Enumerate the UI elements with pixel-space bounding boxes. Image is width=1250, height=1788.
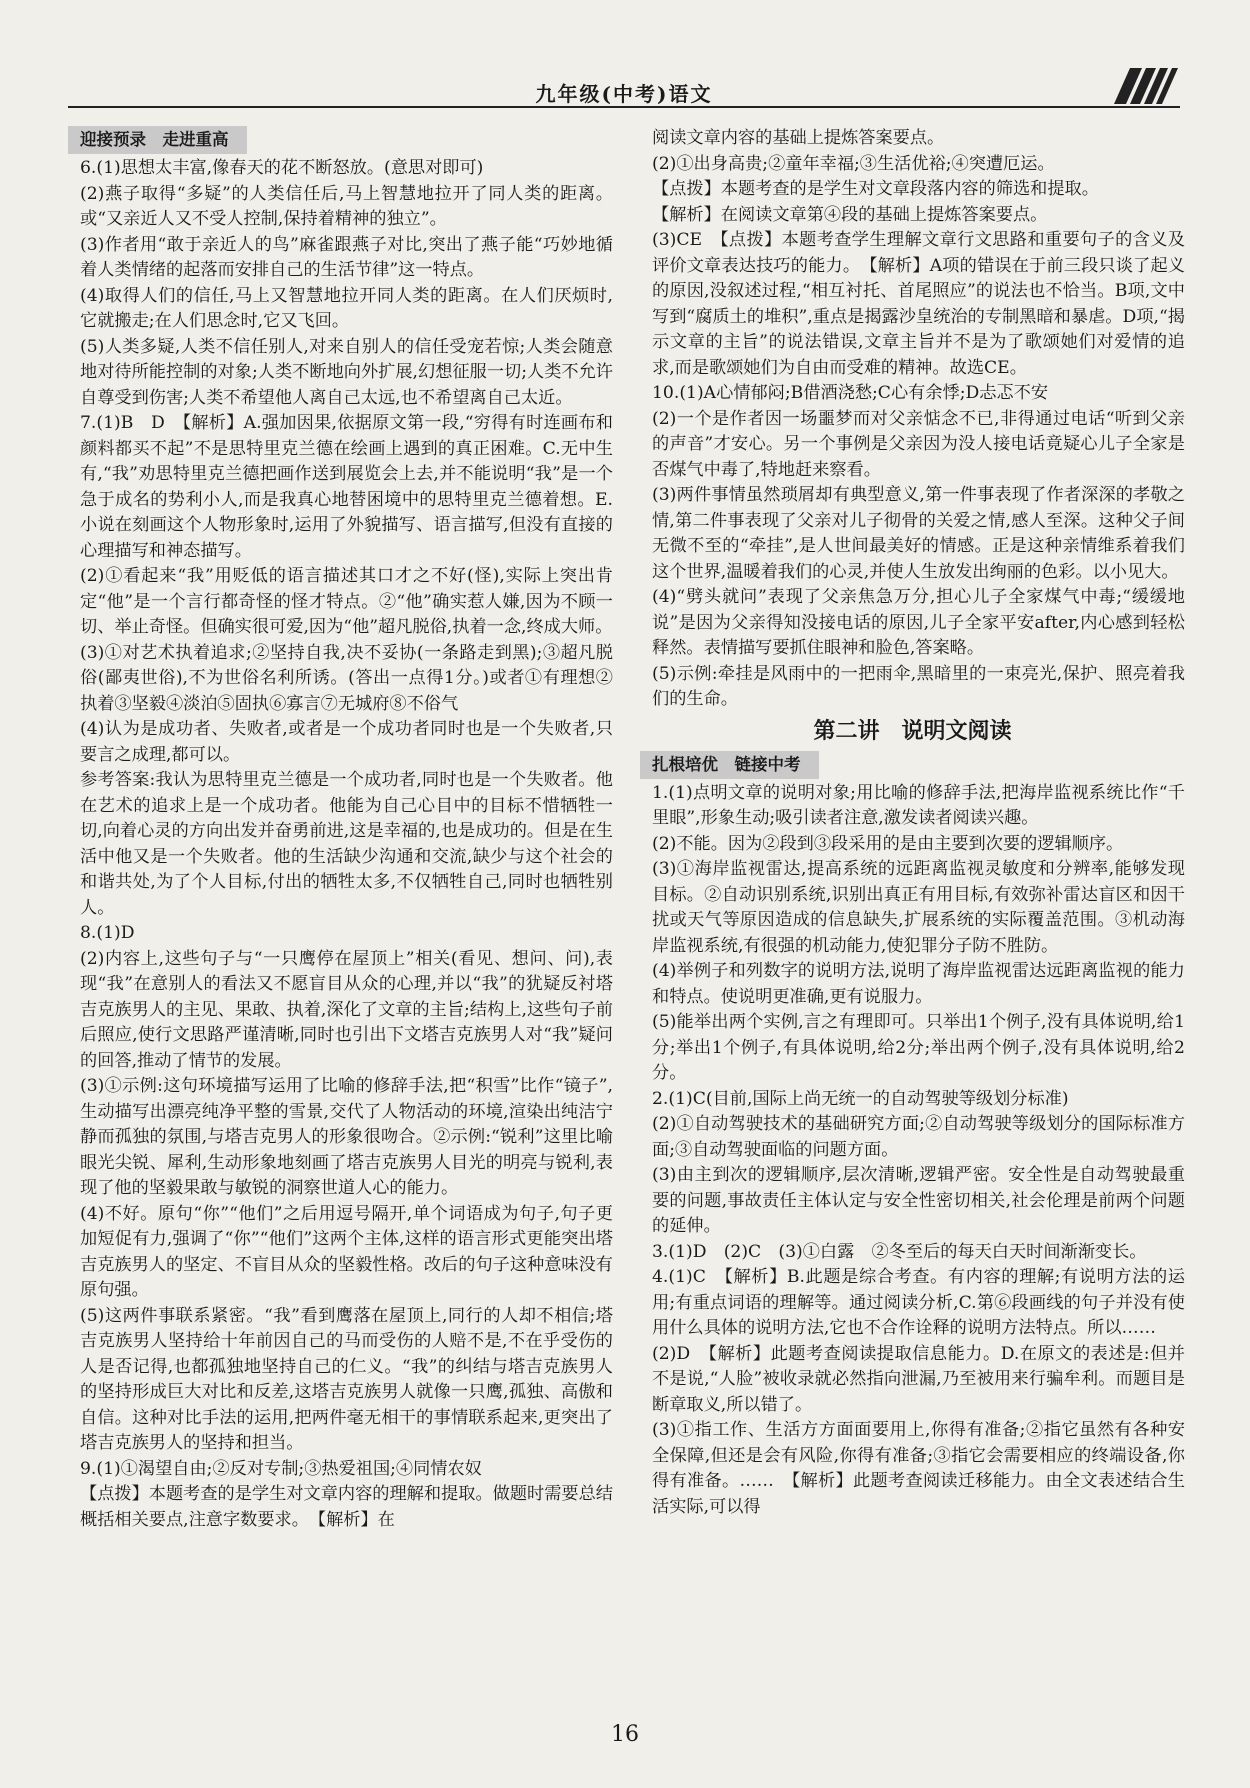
section-heading: 扎根培优 链接中考: [640, 751, 819, 779]
answer-paragraph: (4)举例子和列数字的说明方法,说明了海岸监视雷达远距离监视的能力和特点。使说明更准确,更有说服力。: [652, 961, 1185, 1007]
answer-paragraph: 参考答案:我认为思特里克兰德是一个成功者,同时也是一个失败者。他在艺术的追求上是一个成功者。他能为自己心目中的目标不惜牺牲一切,向着心灵的方向出发并奋勇前进,这是幸福的,也是成功的。但是在生活中他又是一个失败者。他的生活缺少沟通和交流,缺少与这个社会的和谐共处,为了个人目标,付出的牺牲太多,不仅牺牲自己,同时也牺牲别人。: [80, 770, 613, 918]
page-number: 16: [611, 1722, 639, 1747]
answer-paragraph: 9.(1)①渴望自由;②反对专制;③热爱祖国;④同情农奴: [80, 1458, 482, 1479]
answer-paragraph: (2)燕子取得“多疑”的人类信任后,马上智慧地拉开了同人类的距离。或“又亲近人又不受人控制,保持着精神的独立”。: [80, 183, 613, 229]
answer-paragraph: (5)示例:牵挂是风雨中的一把雨伞,黑暗里的一束亮光,保护、照亮着我们的生命。: [652, 663, 1185, 709]
answer-paragraph: 【解析】在阅读文章第④段的基础上提炼答案要点。: [652, 204, 1048, 225]
answer-paragraph: 【点拨】本题考查的是学生对文章内容的理解和提取。做题时需要总结概括相关要点,注意字数要求。 【解析】在: [80, 1484, 613, 1530]
answer-paragraph: (5)能举出两个实例,言之有理即可。只举出1个例子,没有具体说明,给1分;举出1个例子,有具体说明,给2分;举出两个例子,没有具体说明,给2分。: [652, 1012, 1185, 1083]
answer-paragraph: (2)①出身高贵;②童年幸福;③生活优裕;④突遭厄运。: [652, 153, 1055, 174]
section-heading: 迎接预录 走进重高: [68, 126, 247, 154]
header-stripes-icon: [1104, 68, 1180, 104]
answer-paragraph: 阅读文章内容的基础上提炼答案要点。: [652, 128, 945, 148]
answer-paragraph: 1.(1)点明文章的说明对象;用比喻的修辞手法,把海岸监视系统比作“千里眼”,形象生动;吸引读者注意,激发读者阅读兴趣。: [652, 782, 1185, 828]
header-title: 九年级(中考)语文: [535, 82, 713, 106]
answer-paragraph: (2)一个是作者因一场噩梦而对父亲惦念不已,非得通过电话“听到父亲的声音”才安心。另一个事例是父亲因为没人接电话竟疑心儿子全家是否煤气中毒了,特地赶来察看。: [652, 408, 1185, 480]
answer-paragraph: 8.(1)D: [80, 923, 135, 943]
answer-paragraph: (4)不好。原句“你”“他们”之后用逗号隔开,单个词语成为句子,句子更加短促有力,强调了“你”“他们”这两个主体,这样的语言形式更能突出塔吉克族男人的坚定、不盲目从众的坚毅性格。改后的句子这种意味没有原句强。: [80, 1203, 613, 1300]
answer-paragraph: 3.(1)D (2)C (3)①白露 ②冬至后的每天白天时间渐渐变长。: [652, 1241, 1147, 1262]
answer-paragraph: (3)①对艺术执着追求;②坚持自我,决不妥协(一条路走到黑);③超凡脱俗(鄙夷世俗),不为世俗名利所诱。(答出一点得1分。)或者①有理想②执着③坚毅④淡泊⑤固执⑥寡言⑦无城府⑧不俗气: [80, 642, 613, 714]
answer-paragraph: (3)①海岸监视雷达,提高系统的远距离监视灵敏度和分辨率,能够发现目标。②自动识别系统,识别出真正有用目标,有效弥补雷达盲区和因干扰或天气等原因造成的信息缺失,扩展系统的实际覆盖范围。③机动海岸监视系统,有很强的机动能力,使犯罪分子防不胜防。: [652, 859, 1185, 956]
answer-paragraph: (5)人类多疑,人类不信任别人,对来自别人的信任受宠若惊;人类会随意地对待所能控制的对象;人类不断地向外扩展,幻想征服一切;人类不允许自尊受到伤害;人类不希望他人离自己太远,也不希望离自己太近。: [80, 336, 613, 408]
answer-paragraph: (3)由主到次的逻辑顺序,层次清晰,逻辑严密。安全性是自动驾驶最重要的问题,事故责任主体认定与安全性密切相关,社会伦理是前两个问题的延伸。: [652, 1165, 1185, 1236]
answer-paragraph: (3)两件事情虽然琐屑却有典型意义,第一件事表现了作者深深的孝敬之情,第二件事表现了父亲对儿子彻骨的关爱之情,感人至深。这种父子间无微不至的“牵挂”,是人世间最美好的情感。正是这种亲情维系着我们这个世界,温暖着我们的心灵,并使人生放发出绚丽的色彩。以小见大。: [652, 485, 1185, 582]
answer-paragraph: (5)这两件事联系紧密。“我”看到鹰落在屋顶上,同行的人却不相信;塔吉克族男人坚持给十年前因自己的马而受伤的人赔不是,不在乎受伤的人是否记得,也都孤独地坚持自己的仁义。“我”的纠结与塔吉克族男人的坚持形成巨大对比和反差,这塔吉克族男人就像一只鹰,孤独、高傲和自信。这种对比手法的运用,把两件毫无相干的事情联系起来,更突出了塔吉克族男人的坚持和担当。: [80, 1305, 613, 1453]
lecture-title: 第二讲 说明文阅读: [813, 718, 1012, 744]
answer-paragraph: 10.(1)A心情郁闷;B借酒浇愁;C心有余悸;D忐忑不安: [652, 383, 1049, 403]
answer-paragraph: (2)不能。因为②段到③段采用的是由主要到次要的逻辑顺序。: [652, 833, 1124, 854]
answer-paragraph: (3)作者用“敢于亲近人的鸟”麻雀跟燕子对比,突出了燕子能“巧妙地循着人类情绪的起落而安排自己的生活节律”这一特点。: [80, 234, 613, 280]
page-header: [68, 62, 1180, 108]
answer-paragraph: (3)①指工作、生活方方面面要用上,你得有准备;②指它虽然有各种安全保障,但还是会有风险,你得有准备;③指它会需要相应的终端设备,你得有准备。…… 【解析】此题考查阅读迁移能力。由全文表述结合生活实际,可以得: [652, 1420, 1185, 1517]
answer-paragraph: (2)①看起来“我”用贬低的语言描述其口才之不好(怪),实际上突出肯定“他”是一个言行都奇怪的怪才特点。②“他”确实惹人嫌,因为不顾一切、举止奇怪。但确实很可爱,因为“他”超凡脱俗,执着一念,终成大师。: [80, 566, 613, 637]
answer-paragraph: (4)认为是成功者、失败者,或者是一个成功者同时也是一个失败者,只要言之成理,都可以。: [80, 719, 613, 765]
answer-paragraph: 2.(1)C(目前,国际上尚无统一的自动驾驶等级划分标准): [652, 1088, 1069, 1109]
answer-paragraph: 6.(1)思想太丰富,像春天的花不断怒放。(意思对即可): [80, 158, 484, 178]
answer-paragraph: (4)取得人们的信任,马上又智慧地拉开同人类的距离。在人们厌烦时,它就搬走;在人们思念时,它又飞回。: [80, 285, 613, 331]
answer-paragraph: (4)“劈头就问”表现了父亲焦急万分,担心儿子全家煤气中毒;“缓缓地说”是因为父亲得知没接电话的原因,儿子全家平安after,内心感到轻松释然。表情描写要抓住眼神和脸色,答案略。: [652, 587, 1185, 658]
answer-paragraph: (3)①示例:这句环境描写运用了比喻的修辞手法,把“积雪”比作“镜子”,生动描写出漂亮纯净平整的雪景,交代了人物活动的环境,渲染出纯洁宁静而孤独的氛围,与塔吉克男人的形象很吻合。②示例:“锐利”这里比喻眼光尖锐、犀利,生动形象地刻画了塔吉克族男人目光的明亮与锐利,表现了他的坚毅果敢与敏锐的洞察世道人心的能力。: [80, 1076, 613, 1198]
answer-paragraph: 【点拨】本题考查的是学生对文章段落内容的筛选和提取。: [652, 179, 1099, 199]
answer-paragraph: 4.(1)C 【解析】B.此题是综合考查。有内容的理解;有说明方法的运用;有重点词语的理解等。通过阅读分析,C.第⑥段画线的句子并没有使用什么具体的说明方法,它也不合作诠释的说明方法特点。所以……: [652, 1267, 1185, 1338]
right-column: [640, 126, 1185, 1520]
answer-paragraph: 7.(1)B D 【解析】A.强加因果,依据原文第一段,“穷得有时连画布和颜料都买不起”不是思特里克兰德在绘画上遇到的真正困难。C.无中生有,“我”劝思特里克兰德把画作送到展览会上去,并不能说明“我”是一个急于成名的势利小人,而是我真心地替困境中的思特里克兰德着想。E.小说在刻画这个人物形象时,运用了外貌描写、语言描写,但没有直接的心理描写和神态描写。: [80, 413, 613, 561]
answer-paragraph: (3)CE 【点拨】本题考查学生理解文章行文思路和重要句子的含义及评价文章表达技巧的能力。 【解析】A项的错误在于前三段只谈了起义的原因,没叙述过程,“相互衬托、首尾照应”的说法也不恰当。B项,文中写到“腐质土的堆积”,重点是揭露沙皇统治的专制黑暗和暴虐。D项,“揭示文章的主旨”的说法错误,文章主旨并不是为了歌颂她们对爱情的追求,而是歌颂她们为自由而受难的精神。故选CE。: [652, 230, 1185, 378]
answer-paragraph: (2)①自动驾驶技术的基础研究方面;②自动驾驶等级划分的国际标准方面;③自动驾驶面临的问题方面。: [652, 1114, 1185, 1160]
left-column: [68, 126, 613, 1533]
answer-paragraph: (2)内容上,这些句子与“一只鹰停在屋顶上”相关(看见、想问、问),表现“我”在意别人的看法又不愿盲目从众的心理,并以“我”的犹疑反衬塔吉克族男人的主见、果敢、执着,深化了文章的主旨;结构上,这些句子前后照应,使行文思路严谨清晰,同时也引出下文塔吉克族男人对“我”疑问的回答,推动了情节的发展。: [80, 948, 613, 1071]
answer-paragraph: (2)D 【解析】此题考查阅读提取信息能力。D.在原文的表述是:但并不是说,“人脸”被收录就必然指向泄漏,乃至被用来行骗牟利。而题目是断章取义,所以错了。: [652, 1343, 1185, 1415]
